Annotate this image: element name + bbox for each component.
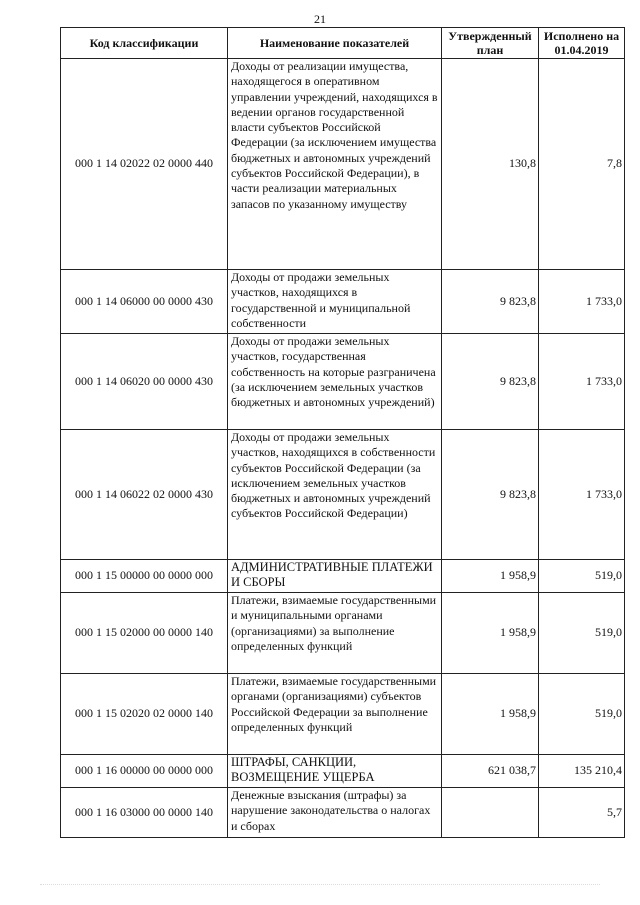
row-done: 1 733,0 [539,334,625,430]
row-name: Платежи, взимаемые государственными и муниципальными органами (организациями) за выполнение определенных функций [228,593,442,674]
row-code: 000 1 14 02022 02 0000 440 [61,59,228,270]
table-row [61,270,625,334]
row-plan: 9 823,8 [442,270,539,334]
budget-table [60,27,625,838]
row-name: Доходы от продажи земельных участков, находящихся в государственной и муниципальной собственности [228,270,442,334]
row-code: 000 1 16 00000 00 0000 000 [61,755,228,788]
row-code: 000 1 16 03000 00 0000 140 [61,788,228,838]
row-done: 519,0 [539,593,625,674]
row-name: Денежные взыскания (штрафы) за нарушение законодательства о налогах и сборах [228,788,442,838]
table-row [61,334,625,430]
row-plan [442,788,539,838]
row-plan: 9 823,8 [442,430,539,560]
row-name: Доходы от реализации имущества, находящегося в оперативном управлении учреждений, находящихся в ведении органов государственной власти субъектов Российской Федерации (за исключением имущества бюджетных и автономных учреждений субъектов Российской Федерации), в части реализации материальных запасов по указанному имуществу [228,59,442,270]
row-name: АДМИНИСТРАТИВНЫЕ ПЛАТЕЖИ И СБОРЫ [228,560,442,593]
row-done: 7,8 [539,59,625,270]
row-done: 519,0 [539,674,625,755]
header-name: Наименование показателей [228,28,442,59]
table-row [61,593,625,674]
table-row [61,755,625,788]
table-row [61,560,625,593]
table-row [61,788,625,838]
page-number: 21 [314,12,326,26]
row-code: 000 1 15 00000 00 0000 000 [61,560,228,593]
row-plan: 9 823,8 [442,334,539,430]
header-done: Исполнено на 01.04.2019 [539,28,625,59]
row-plan: 1 958,9 [442,560,539,593]
row-name: Доходы от продажи земельных участков, находящихся в собственности субъектов Российской Федерации (за исключением земельных участков бюджетных и автономных учреждений субъектов Российской Федерации) [228,430,442,560]
row-done: 1 733,0 [539,270,625,334]
row-done: 1 733,0 [539,430,625,560]
row-code: 000 1 15 02020 02 0000 140 [61,674,228,755]
row-plan: 130,8 [442,59,539,270]
table-row [61,430,625,560]
table-row [61,59,625,270]
header-code: Код классификации [61,28,228,59]
scan-artifact [40,884,600,889]
row-name: ШТРАФЫ, САНКЦИИ, ВОЗМЕЩЕНИЕ УЩЕРБА [228,755,442,788]
row-done: 135 210,4 [539,755,625,788]
table-row [61,674,625,755]
header-plan: Утвержденный план [442,28,539,59]
row-code: 000 1 14 06020 00 0000 430 [61,334,228,430]
table-header-row [61,28,625,59]
row-code: 000 1 15 02000 00 0000 140 [61,593,228,674]
row-code: 000 1 14 06022 02 0000 430 [61,430,228,560]
row-name: Платежи, взимаемые государственными органами (организациями) субъектов Российской Федерации за выполнение определенных функций [228,674,442,755]
row-plan: 1 958,9 [442,674,539,755]
row-plan: 1 958,9 [442,593,539,674]
row-done: 519,0 [539,560,625,593]
row-code: 000 1 14 06000 00 0000 430 [61,270,228,334]
row-done: 5,7 [539,788,625,838]
row-name: Доходы от продажи земельных участков, государственная собственность на которые разграничена (за исключением земельных участков бюджетных и автономных учреждений) [228,334,442,430]
row-plan: 621 038,7 [442,755,539,788]
